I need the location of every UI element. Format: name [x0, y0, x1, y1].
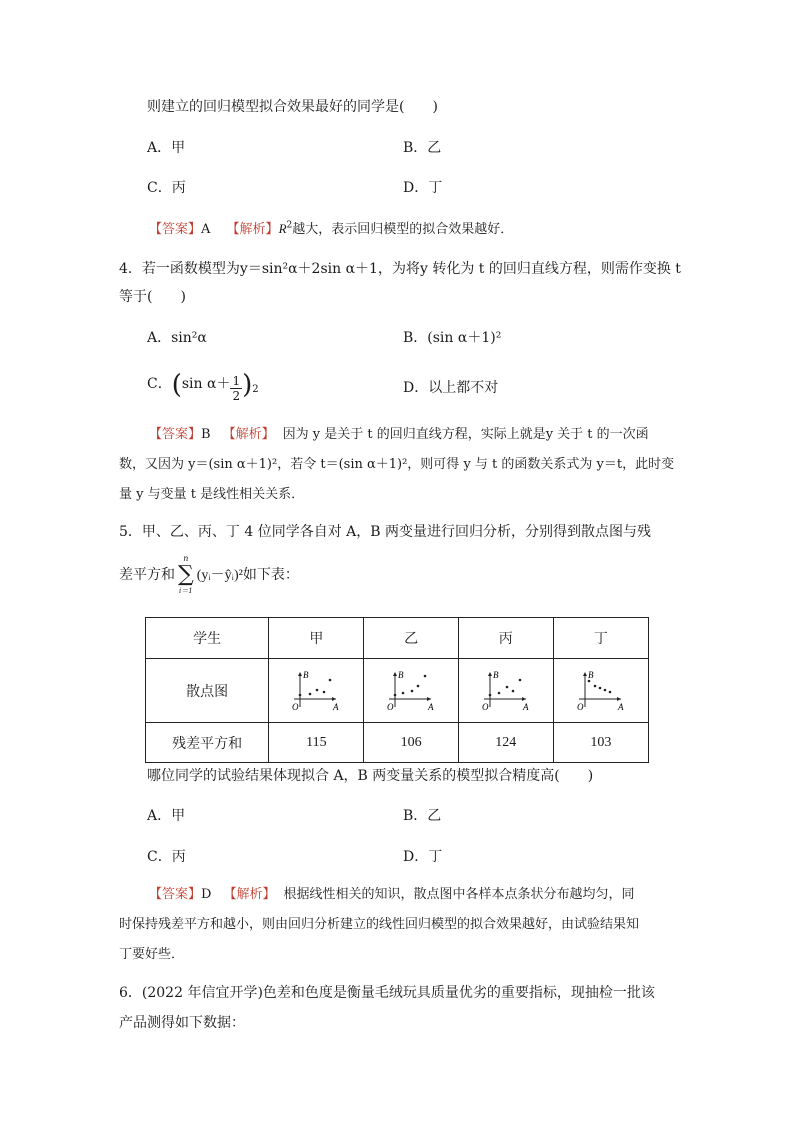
- q6-stem-line1: 6．(2022 年信宜开学)色差和色度是衡量毛绒玩具质量优劣的重要指标，现抽检一批该: [119, 985, 655, 1001]
- scatter-point: [309, 692, 312, 695]
- scatter-point: [488, 693, 491, 696]
- answer-value: A: [201, 222, 211, 237]
- table-header-row: [146, 618, 649, 659]
- residual-value: 103: [553, 723, 648, 763]
- sum-upper: n: [183, 554, 189, 563]
- residual-value: 115: [269, 723, 364, 763]
- scatter-cell: [269, 659, 364, 723]
- analysis-line1: 因为 y 是关于 t 的回归直线方程，实际上就是y 关于 t 的一次函: [282, 427, 649, 442]
- stem-suffix: 如下表：: [242, 567, 299, 583]
- scatter-point: [609, 690, 612, 693]
- residual-table: [145, 617, 649, 763]
- fraction: [230, 374, 242, 403]
- header-cell: 乙: [364, 618, 458, 659]
- q4-stem-line2: 等于( ): [119, 289, 186, 305]
- analysis-line3: 量 y 与变量 t 是线性相关关系．: [119, 487, 305, 502]
- r-superscript: 2: [286, 220, 293, 231]
- analysis-line1: 根据线性相关的知识，散点图中各样本点条状分布越均匀，同: [283, 887, 635, 902]
- q3-answer-line: [149, 218, 513, 237]
- q5-answer-block: [119, 880, 639, 970]
- q3-stem: 则建立的回归模型拟合效果最好的同学是( ): [147, 99, 438, 115]
- origin-label: O: [292, 701, 299, 712]
- option-c-power: 2: [252, 384, 259, 395]
- residual-formula: (yᵢ－ŷᵢ)²: [196, 568, 243, 583]
- q3-analysis-text: 越大，表示回归模型的拟合效果越好．: [292, 222, 514, 237]
- scatter-point: [316, 688, 319, 691]
- scatter-point: [299, 693, 302, 696]
- analysis-line2: 数，又因为 y＝(sin α＋1)²，若令 t＝(sin α＋1)²，则可得 y 与 t 的函数关系式为 y＝t，此时变: [119, 457, 675, 472]
- scatter-plot-bing: [476, 669, 536, 713]
- q3-option-a: A．甲: [147, 140, 186, 156]
- q3-option-c: C．丙: [147, 180, 186, 196]
- table-row-scatter: [146, 659, 649, 723]
- axis-label-a: A: [333, 701, 339, 712]
- scatter-cell: [553, 659, 648, 723]
- q4-stem-line1: 4．若一函数模型为y＝sin²α＋2sin α＋1，为将y 转化为 t 的回归直线方程，则需作变换 t: [119, 261, 681, 277]
- origin-label: O: [387, 701, 394, 712]
- scatter-point: [424, 674, 427, 677]
- residual-label: 残差平方和: [146, 723, 269, 763]
- analysis-tag: 【解析】: [222, 427, 275, 442]
- residual-value: 106: [364, 723, 458, 763]
- paren-open: (: [171, 370, 182, 400]
- origin-label: O: [576, 701, 584, 712]
- scatter-cell: [364, 659, 458, 723]
- option-c-inner: sin α＋: [181, 376, 231, 392]
- analysis-line2: 时保持残差平方和越小，则由回归分析建立的线性回归模型的拟合效果越好，由试验结果知: [119, 917, 640, 932]
- q5-stem-line2: [119, 553, 299, 597]
- q5-option-a: A．甲: [147, 808, 186, 824]
- origin-label: O: [481, 701, 489, 712]
- scatter-point: [588, 679, 591, 682]
- q6-stem-line2: 产品测得如下数据：: [119, 1015, 245, 1031]
- answer-tag: 【答案】: [149, 222, 202, 237]
- answer-value: D: [201, 887, 212, 902]
- table-row-residual: [146, 723, 649, 763]
- r-symbol: R: [278, 221, 287, 236]
- scatter-plot-jia: [286, 669, 346, 713]
- analysis-tag: 【解析】: [226, 222, 279, 237]
- scatter-point: [604, 688, 607, 691]
- scatter-point: [497, 691, 500, 694]
- q4-option-c: [147, 370, 259, 403]
- sum-sign: ∑: [178, 562, 194, 587]
- axis-label-a: A: [522, 701, 529, 712]
- header-cell: 丁: [553, 618, 648, 659]
- answer-tag: 【答案】: [149, 427, 202, 442]
- scatter-plot-yi: [381, 669, 441, 713]
- q5-option-c: C．丙: [147, 849, 186, 865]
- q5-question: 哪位同学的试验结果体现拟合 A，B 两变量关系的模型拟合精度高( ): [147, 768, 594, 784]
- header-cell: 甲: [269, 618, 364, 659]
- fraction-denominator: 2: [232, 389, 241, 403]
- scatter-point: [402, 691, 405, 694]
- q5-option-d: D．丁: [403, 849, 443, 865]
- analysis-line3: 丁要好些．: [119, 947, 185, 962]
- scatter-point: [599, 686, 602, 689]
- scatter-point: [323, 690, 326, 693]
- axis-label-b: B: [303, 669, 309, 680]
- axis-label-b: B: [587, 669, 594, 680]
- header-cell: 丙: [458, 618, 553, 659]
- paren-close: ): [242, 370, 253, 400]
- answer-value: B: [201, 427, 211, 442]
- option-c-prefix: C．: [147, 376, 172, 392]
- q4-answer-block: [119, 420, 674, 510]
- q4-option-a: A．sin²α: [147, 330, 207, 346]
- q3-option-d: D．丁: [403, 180, 443, 196]
- scatter-point: [594, 684, 597, 687]
- summation: [178, 553, 194, 597]
- header-cell: 学生: [146, 618, 269, 659]
- scatter-cell: [458, 659, 553, 723]
- stem-prefix: 差平方和: [119, 567, 175, 583]
- scatter-point: [417, 684, 420, 687]
- residual-value: 124: [458, 723, 553, 763]
- q3-option-b: B．乙: [403, 140, 442, 156]
- scatter-point: [411, 689, 414, 692]
- scatter-label: 散点图: [146, 659, 269, 723]
- scatter-point: [518, 678, 521, 681]
- axis-label-b: B: [492, 669, 499, 680]
- scatter-point: [329, 678, 332, 681]
- sum-lower: i＝1: [179, 587, 193, 595]
- axis-label-a: A: [428, 701, 434, 712]
- q5-stem-line1: 5．甲、乙、丙、丁 4 位同学各自对 A，B 两变量进行回归分析，分别得到散点图与残: [119, 524, 652, 540]
- fraction-numerator: 1: [232, 374, 241, 388]
- q4-option-b: B．(sin α＋1)²: [403, 330, 502, 346]
- scatter-point: [511, 689, 514, 692]
- q5-option-b: B．乙: [403, 808, 442, 824]
- q4-option-d: D．以上都不对: [403, 380, 499, 396]
- scatter-plot-ding: [571, 669, 631, 713]
- answer-tag: 【答案】: [149, 887, 202, 902]
- analysis-tag: 【解析】: [223, 887, 276, 902]
- axis-label-b: B: [398, 669, 404, 680]
- axis-label-a: A: [617, 701, 624, 712]
- scatter-point: [394, 693, 397, 696]
- scatter-point: [505, 685, 508, 688]
